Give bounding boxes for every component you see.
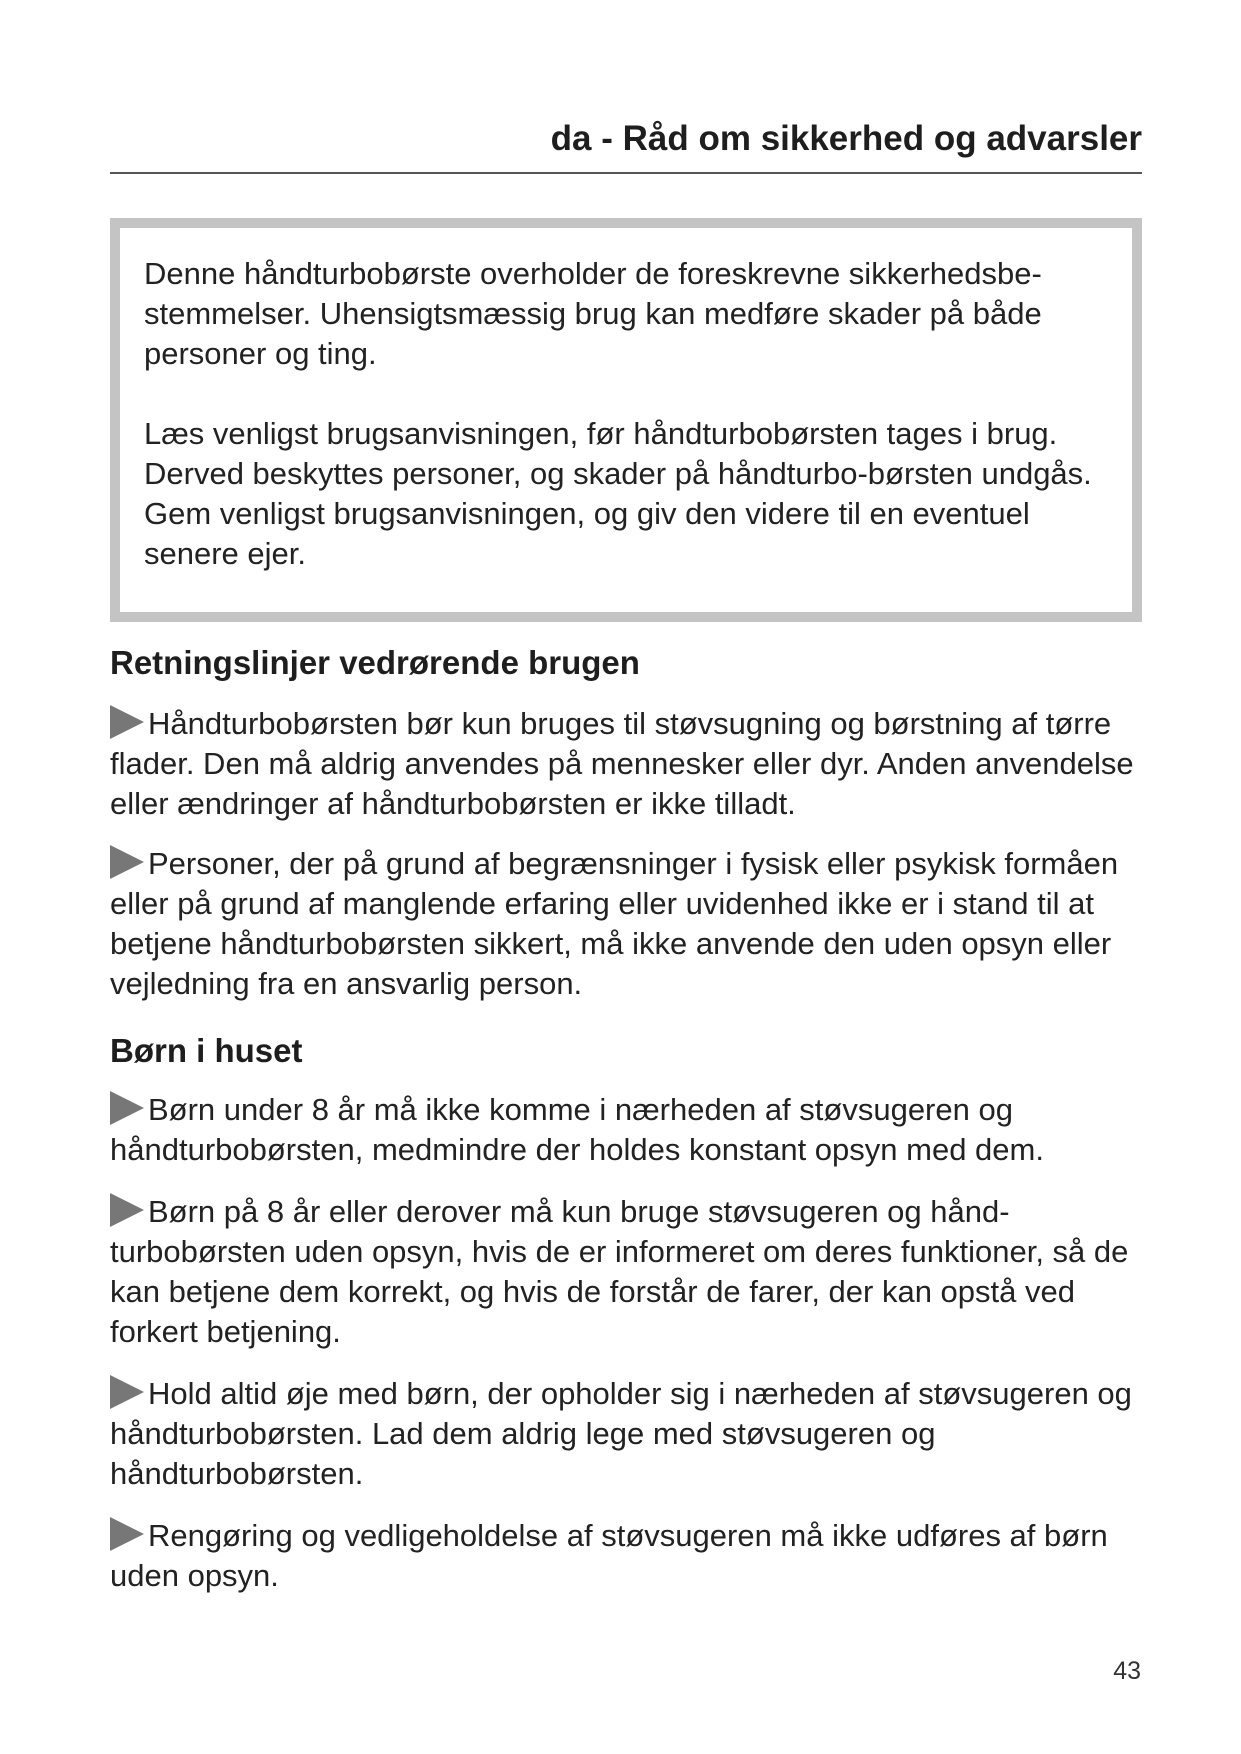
bullet-text: Hold altid øje med børn, der opholder sig i nærheden af støvsugeren og håndturbobørsten. Lad dem aldrig lege med støvsugeren og håndturbobørsten. bbox=[110, 1376, 1132, 1491]
section-heading-children: Børn i huset bbox=[110, 1032, 303, 1069]
bullet-item bbox=[110, 844, 1150, 1004]
triangle-bullet-icon bbox=[110, 1091, 144, 1125]
notice-paragraph: Læs venligst brugsanvisningen, før håndturbobørsten tages i brug. Derved beskyttes personer, og skader på håndturbo-børsten undgås. bbox=[144, 416, 1092, 491]
notice-paragraph: Gem venligst brugsanvisningen, og giv den videre til en eventuel senere ejer. bbox=[144, 496, 1030, 571]
bullet-item bbox=[110, 1090, 1150, 1170]
section-heading-usage: Retningslinjer vedrørende brugen bbox=[110, 644, 640, 681]
triangle-bullet-icon bbox=[110, 1193, 144, 1227]
bullet-item bbox=[110, 704, 1150, 824]
triangle-bullet-icon bbox=[110, 845, 144, 879]
triangle-bullet-icon bbox=[110, 1517, 144, 1551]
bullet-item bbox=[110, 1516, 1150, 1596]
bullet-text: Personer, der på grund af begrænsninger i fysisk eller psykisk formåen eller på grund af manglende erfaring eller uvidenhed ikke er i stand til at betjene håndturbobørsten sikkert, må ikke anvende den uden opsyn eller vejledning fra en ansvarlig person. bbox=[110, 846, 1119, 1001]
bullet-text: Børn under 8 år må ikke komme i nærheden af støvsugeren og håndturbobørsten, medmindre der holdes konstant opsyn med dem. bbox=[110, 1092, 1044, 1167]
bullet-text: Børn på 8 år eller derover må kun bruge støvsugeren og hånd-turbobørsten uden opsyn, hvis de er informeret om deres funktioner, så de kan betjene dem korrekt, og hvis de forstår de farer, der kan opstå ved forkert betjening. bbox=[110, 1194, 1129, 1349]
bullet-text: Håndturbobørsten bør kun bruges til støvsugning og børstning af tørre flader. Den må aldrig anvendes på mennesker eller dyr. Anden anvendelse eller ændringer af håndturbobørsten er ikke tilladt. bbox=[110, 706, 1134, 821]
page-number: 43 bbox=[1113, 1657, 1141, 1685]
triangle-bullet-icon bbox=[110, 705, 144, 739]
safety-notice-box bbox=[110, 218, 1142, 622]
bullet-text: Rengøring og vedligeholdelse af støvsugeren må ikke udføres af børn uden opsyn. bbox=[110, 1518, 1108, 1593]
notice-paragraph: Denne håndturbobørste overholder de foreskrevne sikkerhedsbe-stemmelser. Uhensigtsmæssig brug kan medføre skader på både personer og ting. bbox=[144, 256, 1042, 371]
main-content bbox=[110, 638, 1150, 1596]
bullet-item bbox=[110, 1192, 1150, 1352]
bullet-item bbox=[110, 1374, 1150, 1494]
triangle-bullet-icon bbox=[110, 1375, 144, 1409]
header-divider bbox=[110, 172, 1142, 174]
page-header-title: da - Råd om sikkerhed og advarsler bbox=[550, 119, 1142, 158]
